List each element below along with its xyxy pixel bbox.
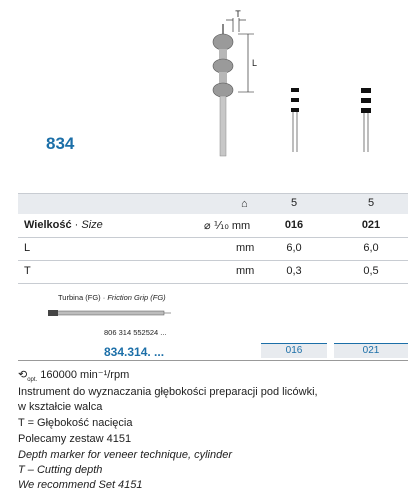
desc-pl-1: Instrument do wyznaczania głębokości preparacji pod licówki, <box>18 386 318 398</box>
size-unit: ⌀ ⅒ mm <box>204 220 251 232</box>
rule-1 <box>18 237 408 238</box>
t-021: 0,5 <box>363 265 379 277</box>
t-unit: mm <box>236 265 255 277</box>
ref-number: 806 314 552524 ... <box>104 328 167 337</box>
shank-label: Turbina (FG) · Friction Grip (FG) <box>58 293 166 302</box>
l-label: L <box>24 242 31 254</box>
l-016: 6,0 <box>286 242 302 254</box>
t-row <box>18 262 408 282</box>
size-row <box>18 216 408 236</box>
dim-l-label: L <box>252 58 258 68</box>
l-row <box>18 239 408 259</box>
shank-illustration <box>46 305 176 323</box>
size-021: 021 <box>361 219 381 231</box>
ref-size-021: 021 <box>334 343 408 358</box>
dim-t-label: T <box>235 9 241 19</box>
product-code: 834 <box>46 134 75 153</box>
speed-icon: ⟲ <box>18 369 28 381</box>
speed-line: $⟲_{opt.}$ 160000 min⁻¹/rpm <box>18 369 130 384</box>
l-unit: mm <box>236 242 255 254</box>
desc-pl-3: T = Głębokość nacięcia <box>18 417 133 429</box>
profile-021 <box>356 80 376 160</box>
desc-en-3: We recommend Set 4151 <box>18 479 143 491</box>
size-016: 016 <box>284 219 304 231</box>
ref-size-016: 016 <box>261 343 327 358</box>
desc-en-2: T – Cutting depth <box>18 464 103 476</box>
ref-code: 834.314. ... <box>104 345 165 359</box>
desc-pl-4: Polecamy zestaw 4151 <box>18 433 132 445</box>
section-rule <box>18 360 408 361</box>
l-021: 6,0 <box>363 242 379 254</box>
pack-qty-021: 5 <box>367 197 375 209</box>
pack-qty-016: 5 <box>290 197 298 209</box>
desc-pl-2: w kształcie walca <box>18 401 103 413</box>
pack-row <box>18 194 408 214</box>
size-label: Wielkość · Size <box>24 219 103 231</box>
rule-2 <box>18 260 408 261</box>
package-icon: ⌂ <box>241 198 248 210</box>
profile-016 <box>285 80 305 160</box>
t-label: T <box>24 265 31 277</box>
rule-3 <box>18 283 408 284</box>
bur-diagram <box>150 6 280 166</box>
desc-en-1: Depth marker for veneer technique, cylinder <box>18 449 232 461</box>
t-016: 0,3 <box>286 265 302 277</box>
